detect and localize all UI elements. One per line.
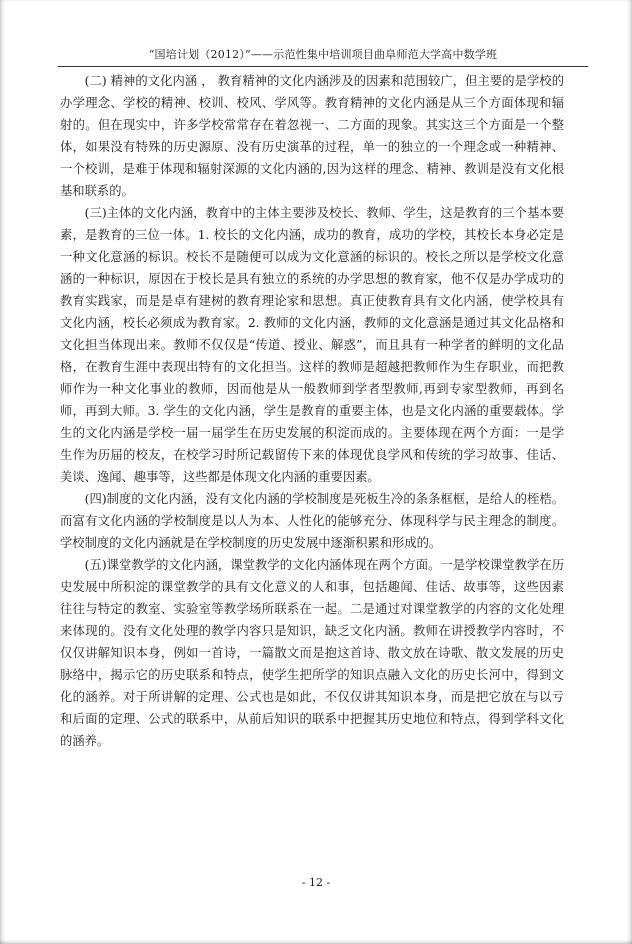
page-number: - 12 - xyxy=(301,876,331,889)
paragraph-classroom-culture: (五)课堂教学的文化内涵，课堂教学的文化内涵体现在两个方面。一是学校课堂教学在历史发展中所积淀的课堂教学的具有文化意义的人和事，包括趣闻、佳话、故事等，这些因素往往与特定的教室、实验室等教学场所联系在一起。二是通过对课堂教学的内容的文化处理来体现的。没有文化处理的教学内容只是知识，缺乏文化内涵。教师在讲授教学内容时，不仅仅讲解知识本身，例如一首诗，一篇散文而是抱这首诗、散文放在诗歌、散文发展的历史脉络中，揭示它的历史联系和特点，使学生把所学的知识点融入文化的历史长河中，得到文化的涵养。对于所讲解的定理、公式也是如此，不仅仅讲其知识本身，而是把它放在与以亏和后面的定理、公式的联系中，从前后知识的联系中把握其历史地位和特点，得到学科文化的涵养。 xyxy=(60,558,564,748)
paragraph-spirit-culture: (二) 精神的文化内涵 ， 教育精神的文化内涵涉及的因素和范围较广，但主要的是学校的办学理念、学校的精神、校训、校风、学风等。教育精神的文化内涵是从三个方面体现和辐射的。但在现实中，许多学校常常存在着忽视一、二方面的现象。其实这三个方面是一个整体，如果没有特殊的历史源原、没有历史演革的过程，单一的独立的一个理念或一种精神、一个校训，是难于体现和辐射深源的文化内涵的,因为这样的理念、精神、教训是没有文化根基和联系的。 xyxy=(60,74,564,198)
running-header: “国培计划（2012）”——示范性集中培训项目曲阜师范大学高中数学班 xyxy=(58,46,588,67)
body-text xyxy=(60,70,564,752)
paragraph-subject-culture: (三)主体的文化内涵，教育中的主体主要涉及校长、教师、学生，这是教育的三个基本要素，是教育的三位一体。1. 校长的文化内涵，成功的教育，成功的学校，其校长本身必定是一种文化意涵的标识。校长不是随便可以成为文化意涵的标识的。校长之所以是学校文化意涵的一种标识，原因在于校长是具有独立的系统的办学思想的教育家，他不仅是办学成功的教育实践家，而是是卓有建树的教育理论家和思想。真正使教育具有文化内涵，使学校具有文化内涵，校长必须成为教育家。2. 教师的文化内涵，教师的文化意涵是通过其文化品格和文化担当体现出来。教师不仅仅是“传道、授业、解惑”，而且具有一种学者的鲜明的文化品格，在教育生涯中表现出特有的文化担当。这样的教师是超越把教师作为生存职业，而把教师作为一种文化事业的教师，因而他是从一般教师到学者型教师,再到专家型教师，再到名师，再到大师。3. 学生的文化内涵，学生是教育的重要主体，也是文化内涵的重要载体。学生的文化内涵是学校一届一届学生在历史发展的积淀而成的。主要体现在两个方面：一是学生作为历届的校友，在校学习时所记载留传下来的体现优良学风和传统的学习故事、佳话、美谈、逸闻、趣事等，这些都是体现文化内涵的重要因素。 xyxy=(60,206,564,484)
paragraph-system-culture: (四)制度的文化内涵，没有文化内涵的学校制度是死板生冷的条条框框，是给人的桎梏。而富有文化内涵的学校制度是以人为本、人性化的能够充分、体现科学与民主理念的制度。学校制度的文化内涵就是在学校制度的历史发展中逐渐积累和形成的。 xyxy=(60,492,564,550)
